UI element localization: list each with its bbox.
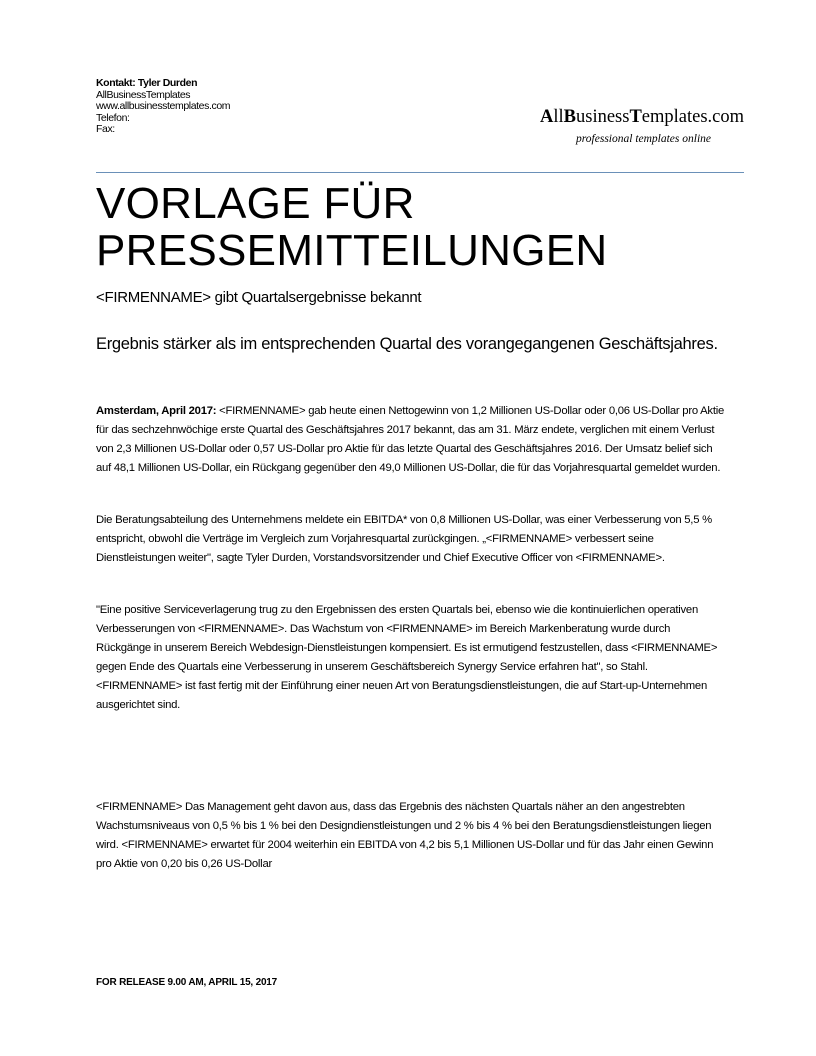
company-logo [540, 106, 770, 145]
document-subtitle: <FIRMENNAME> gibt Quartalsergebnisse bekannt [96, 289, 422, 306]
title-line-1: VORLAGE FÜR [96, 179, 415, 228]
release-notice: FOR RELEASE 9.00 AM, APRIL 15, 2017 [96, 977, 278, 988]
document-title [96, 180, 746, 274]
body-paragraph-3: "Eine positive Serviceverlagerung trug zu den Ergebnissen des ersten Quartals bei, ebenso wie die kontinuierlichen operativen Verbesserungen von <FIRMENNAME>. Das Wachstum von <FIRMENNAME> im Bereich Markenberatung wurde durch Rückgänge in unserem Bereich Webdesign-Dienstleistungen kompensiert. Es ist ermutigend festzustellen, dass <FIRMENNAME> gegen Ende des Quartals eine Verbesserung in unserem Geschäftsbereich Synergy Service erfahren hat", so Stahl. <FIRMENNAME> ist fast fertig mit der Einführung einer neuen Art von Beratungsdienstleistungen, die auf Start-up-Unternehmen ausgerichtet sind. [96, 604, 718, 711]
body-paragraph-1 [96, 402, 726, 478]
contact-website: www.allbusinesstemplates.com [96, 100, 231, 112]
logo-wordmark: AllBusinessTemplates.com [540, 107, 745, 127]
dateline: Amsterdam, April 2017: [96, 405, 217, 417]
contact-phone-label: Telefon: [96, 111, 130, 124]
body-paragraph-4: <FIRMENNAME> Das Management geht davon aus, dass das Ergebnis des nächsten Quartals näher an den angestrebten Wachstumsniveaus von 0,5 % bis 1 % bei den Designdienstleistungen und 2 % bis 4 % bei den Beratungsdienstleistungen liegen wird. <FIRMENNAME> erwartet für 2004 weiterhin ein EBITDA von 4,2 bis 5,1 Millionen US-Dollar und für das Jahr einen Gewinn pro Aktie von 0,20 bis 0,26 US-Dollar [96, 801, 714, 870]
title-line-2: PRESSEMITTEILUNGEN [96, 226, 608, 275]
contact-fax-label: Fax: [96, 123, 115, 135]
logo-tagline: professional templates online [576, 133, 712, 145]
paragraph-1-text: <FIRMENNAME> gab heute einen Nettogewinn von 1,2 Millionen US-Dollar oder 0,06 US-Dollar pro Aktie für das sechzehnwöchige erste Quartal des Geschäftsjahres 2017 bekannt, das am 31. März endete, verglichen mit einem Verlust von 2,3 Millionen US-Dollar oder 0,57 US-Dollar pro Aktie für das letzte Quartal des Geschäftsjahres 2016. Der Umsatz belief sich auf 48,1 Millionen US-Dollar, ein Rückgang gegenüber den 49,0 Millionen US-Dollar, die für das Vorjahresquartal gemeldet wurden. [96, 405, 725, 474]
contact-block [96, 78, 230, 136]
body-paragraph-2: Die Beratungsabteilung des Unternehmens meldete ein EBITDA* von 0,8 Millionen US-Dollar, was einer Verbesserung von 5,5 % entspricht, obwohl die Verträge im Vergleich zum Vorjahresquartal zurückgingen. „<FIRMENNAME> verbessert seine Dienstleistungen weiter", sagte Tyler Durden, Vorstandsvorsitzender und Chief Executive Officer von <FIRMENNAME>. [96, 514, 712, 564]
lead-paragraph: Ergebnis stärker als im entsprechenden Quartal des vorangegangenen Geschäftsjahres. [96, 335, 718, 353]
contact-name: Kontakt: Tyler Durden [96, 77, 198, 89]
header-divider [96, 172, 744, 173]
contact-company: AllBusinessTemplates [96, 88, 191, 101]
